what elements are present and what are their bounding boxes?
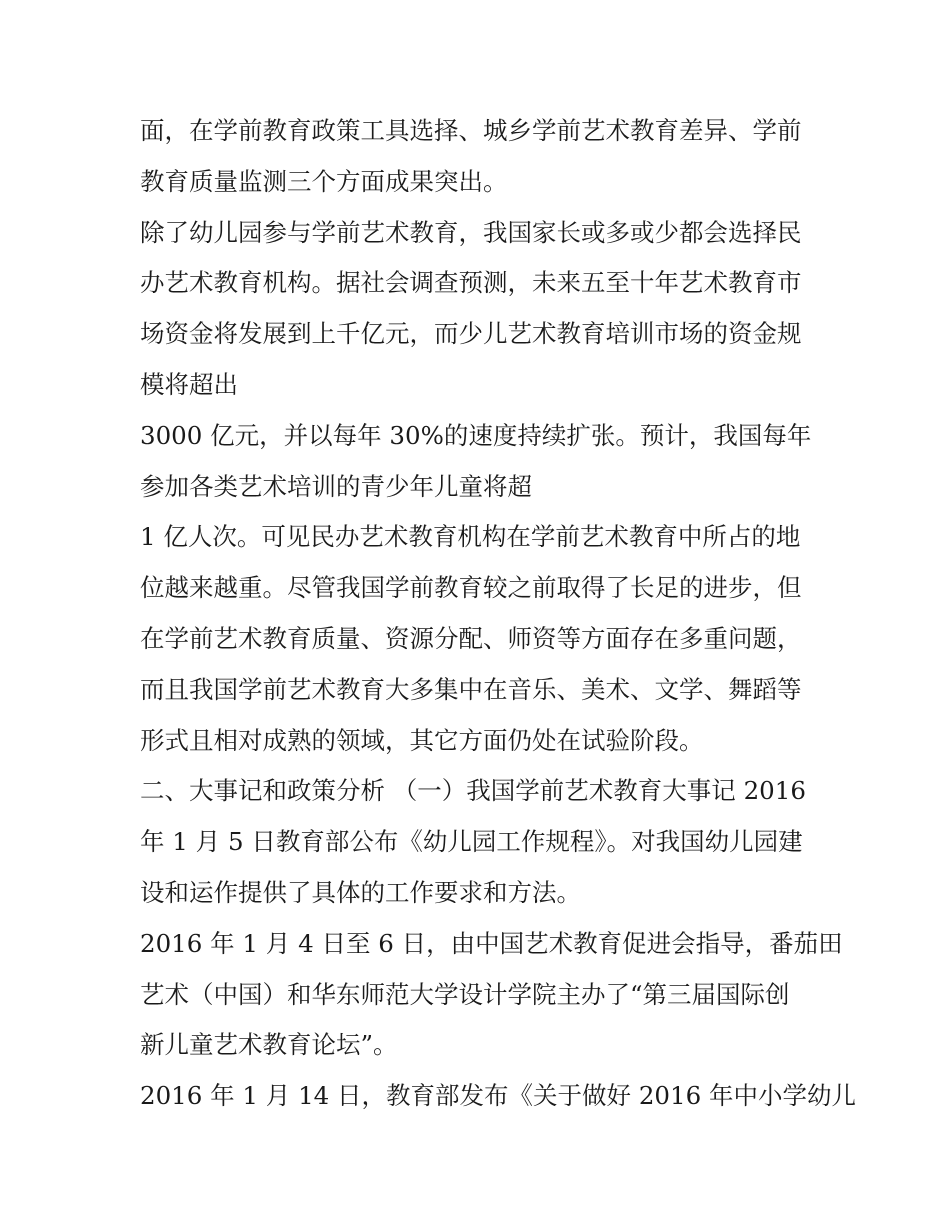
- text-line: 1 亿人次。可见民办艺术教育机构在学前艺术教育中所占的地: [140, 522, 801, 552]
- text-line: 在学前艺术教育质量、资源分配、师资等方面存在多重问题，: [140, 623, 802, 653]
- text-line: 面，在学前教育政策工具选择、城乡学前艺术教育差异、学前: [140, 116, 802, 145]
- text-line: 2016 年 1 月 14 日，教育部发布《关于做好 2016 年中小学幼儿: [140, 1081, 856, 1111]
- text-line: 模将超出: [140, 369, 238, 399]
- text-line: 办艺术教育机构。据社会调查预测，未来五至十年艺术教育市: [140, 268, 802, 298]
- text-line: 年 1 月 5 日教育部公布《幼儿园工作规程》。对我国幼儿园建: [140, 827, 803, 857]
- text-line: 3000 亿元，并以每年 30%的速度持续扩张。预计，我国每年: [140, 420, 812, 450]
- section-heading-line: 二、大事记和政策分析 （一）我国学前艺术教育大事记 2016: [140, 776, 806, 806]
- text-line: 除了幼儿园参与学前艺术教育，我国家长或多或少都会选择民: [140, 217, 802, 247]
- text-line: 教育质量监测三个方面成果突出。: [140, 166, 508, 196]
- text-line: 参加各类艺术培训的青少年儿童将超: [140, 471, 532, 501]
- text-line: 场资金将发展到上千亿元，而少儿艺术教育培训市场的资金规: [140, 319, 802, 349]
- text-line: 艺术（中国）和华东师范大学设计学院主办了“第三届国际创: [140, 979, 790, 1009]
- body-text: [140, 106, 856, 1122]
- text-line: 而且我国学前艺术教育大多集中在音乐、美术、文学、舞蹈等: [140, 674, 802, 704]
- text-line: 形式且相对成熟的领域，其它方面仍处在试验阶段。: [140, 725, 704, 755]
- text-line: 新儿童艺术教育论坛”。: [140, 1030, 398, 1060]
- text-line: 位越来越重。尽管我国学前教育较之前取得了长足的进步，但: [140, 573, 802, 603]
- text-line: 2016 年 1 月 4 日至 6 日，由中国艺术教育促进会指导，番茄田: [140, 928, 843, 958]
- text-line: 设和运作提供了具体的工作要求和方法。: [140, 877, 581, 907]
